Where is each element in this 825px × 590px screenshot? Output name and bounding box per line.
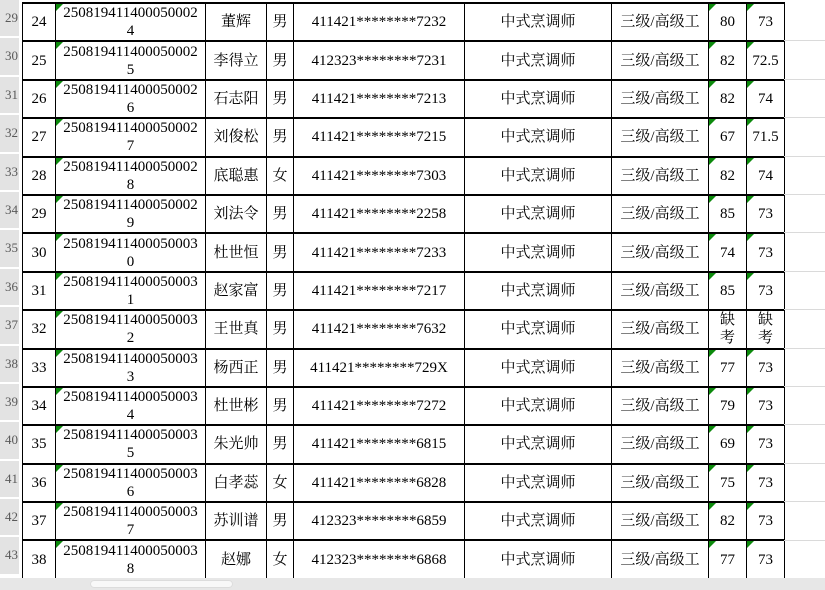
cell-id-card[interactable]: 411421********2258 — [294, 195, 465, 233]
empty-cell-gridline — [784, 271, 825, 272]
row-header-cell[interactable]: 31 — [0, 77, 19, 115]
cell-occupation[interactable]: 中式烹调师 — [465, 3, 612, 41]
cell-name[interactable]: 刘法令 — [206, 195, 267, 233]
cell-gender[interactable]: 男 — [267, 502, 294, 540]
cell-seq[interactable]: 37 — [23, 502, 56, 540]
table-row — [23, 540, 785, 578]
empty-cell-gridline — [784, 501, 825, 502]
cell-gender[interactable]: 男 — [267, 195, 294, 233]
empty-cell-gridline — [784, 156, 825, 157]
cell-name[interactable]: 杜世彬 — [206, 387, 267, 425]
cell-score1[interactable]: 85 — [709, 272, 747, 310]
cell-exam-id[interactable]: 2508194114000500029 — [56, 195, 206, 233]
cell-occupation[interactable]: 中式烹调师 — [465, 310, 612, 348]
row-header-cell[interactable]: 37 — [0, 307, 19, 345]
table-row — [23, 41, 785, 79]
cell-name[interactable]: 底聪惠 — [206, 157, 267, 195]
row-header-cell[interactable]: 40 — [0, 422, 19, 460]
cell-score1[interactable]: 69 — [709, 425, 747, 463]
row-header-cell[interactable]: 35 — [0, 230, 19, 268]
cell-level[interactable]: 三级/高级工 — [612, 80, 709, 118]
cell-exam-id[interactable]: 2508194114000500037 — [56, 502, 206, 540]
cell-occupation[interactable]: 中式烹调师 — [465, 349, 612, 387]
cell-occupation[interactable]: 中式烹调师 — [465, 41, 612, 79]
cell-gender[interactable]: 男 — [267, 272, 294, 310]
cell-seq[interactable]: 25 — [23, 41, 56, 79]
cell-score1[interactable]: 82 — [709, 157, 747, 195]
cell-score1[interactable]: 缺考 — [709, 310, 747, 348]
cell-score2[interactable]: 73 — [747, 272, 785, 310]
cell-seq[interactable]: 34 — [23, 387, 56, 425]
cell-occupation[interactable]: 中式烹调师 — [465, 80, 612, 118]
cell-seq[interactable]: 35 — [23, 425, 56, 463]
cell-exam-id[interactable]: 2508194114000500025 — [56, 41, 206, 79]
cell-name[interactable]: 杜世恒 — [206, 233, 267, 271]
cell-occupation[interactable]: 中式烹调师 — [465, 502, 612, 540]
cell-score1[interactable]: 82 — [709, 80, 747, 118]
cell-occupation[interactable]: 中式烹调师 — [465, 425, 612, 463]
cell-level[interactable]: 三级/高级工 — [612, 540, 709, 578]
cell-level[interactable]: 三级/高级工 — [612, 233, 709, 271]
cell-exam-id[interactable]: 2508194114000500028 — [56, 157, 206, 195]
cell-exam-id[interactable]: 2508194114000500036 — [56, 464, 206, 502]
cell-gender[interactable]: 女 — [267, 157, 294, 195]
row-header-cell[interactable]: 30 — [0, 38, 19, 76]
cell-occupation[interactable]: 中式烹调师 — [465, 233, 612, 271]
cell-gender[interactable]: 男 — [267, 233, 294, 271]
cell-score1[interactable]: 82 — [709, 41, 747, 79]
table-row — [23, 118, 785, 156]
cell-id-card[interactable]: 411421********7233 — [294, 233, 465, 271]
cell-exam-id[interactable]: 2508194114000500024 — [56, 3, 206, 41]
cell-gender[interactable]: 男 — [267, 387, 294, 425]
cell-gender[interactable]: 男 — [267, 310, 294, 348]
cell-score1[interactable]: 77 — [709, 349, 747, 387]
cell-id-card[interactable]: 411421********7232 — [294, 3, 465, 41]
cell-level[interactable]: 三级/高级工 — [612, 41, 709, 79]
cell-name[interactable]: 赵家富 — [206, 272, 267, 310]
cell-gender[interactable]: 男 — [267, 3, 294, 41]
cell-score1[interactable]: 80 — [709, 3, 747, 41]
cell-seq[interactable]: 36 — [23, 464, 56, 502]
table-row — [23, 464, 785, 502]
table-row — [23, 349, 785, 387]
row-header-cell[interactable]: 39 — [0, 384, 19, 422]
cell-occupation[interactable]: 中式烹调师 — [465, 157, 612, 195]
cell-seq[interactable]: 32 — [23, 310, 56, 348]
cell-name[interactable]: 杨西正 — [206, 349, 267, 387]
cell-gender[interactable]: 女 — [267, 464, 294, 502]
table-row — [23, 272, 785, 310]
cell-name[interactable]: 刘俊松 — [206, 118, 267, 156]
cell-level[interactable]: 三级/高级工 — [612, 387, 709, 425]
cell-score2[interactable]: 73 — [747, 349, 785, 387]
cell-occupation[interactable]: 中式烹调师 — [465, 118, 612, 156]
cell-id-card[interactable]: 411421********7632 — [294, 310, 465, 348]
cell-exam-id[interactable]: 2508194114000500031 — [56, 272, 206, 310]
cell-exam-id[interactable]: 2508194114000500032 — [56, 310, 206, 348]
cell-score2[interactable]: 72.5 — [747, 41, 785, 79]
cell-level[interactable]: 三级/高级工 — [612, 118, 709, 156]
table-row — [23, 195, 785, 233]
empty-cell-gridline — [784, 40, 825, 41]
row-header-cell[interactable]: 42 — [0, 499, 19, 537]
cell-score1[interactable]: 82 — [709, 502, 747, 540]
cell-score2[interactable]: 73 — [747, 502, 785, 540]
cell-id-card[interactable]: 411421********729X — [294, 349, 465, 387]
cell-level[interactable]: 三级/高级工 — [612, 272, 709, 310]
cell-level[interactable]: 三级/高级工 — [612, 464, 709, 502]
empty-cell-gridline — [784, 463, 825, 464]
empty-cell-gridline — [784, 232, 825, 233]
row-header-column — [0, 0, 19, 576]
cell-id-card[interactable]: 412323********7231 — [294, 41, 465, 79]
table-row — [23, 157, 785, 195]
cell-score2[interactable]: 73 — [747, 195, 785, 233]
row-header-cell[interactable]: 36 — [0, 269, 19, 307]
cell-score2[interactable]: 73 — [747, 464, 785, 502]
cell-occupation[interactable]: 中式烹调师 — [465, 464, 612, 502]
cell-seq[interactable]: 29 — [23, 195, 56, 233]
cell-id-card[interactable]: 411421********7272 — [294, 387, 465, 425]
cell-score2[interactable]: 74 — [747, 80, 785, 118]
cell-seq[interactable]: 38 — [23, 540, 56, 578]
cell-occupation[interactable]: 中式烹调师 — [465, 195, 612, 233]
cell-score2[interactable]: 缺考 — [747, 310, 785, 348]
cell-name[interactable]: 朱光帅 — [206, 425, 267, 463]
cell-id-card[interactable]: 411421********7213 — [294, 80, 465, 118]
empty-cell-gridline — [784, 309, 825, 310]
cell-level[interactable]: 三级/高级工 — [612, 425, 709, 463]
empty-cell-gridline — [784, 348, 825, 349]
cell-score1[interactable]: 79 — [709, 387, 747, 425]
row-header-cell[interactable]: 38 — [0, 346, 19, 384]
cell-gender[interactable]: 女 — [267, 540, 294, 578]
cell-occupation[interactable]: 中式烹调师 — [465, 540, 612, 578]
empty-cell-gridline — [784, 194, 825, 195]
cell-score1[interactable]: 77 — [709, 540, 747, 578]
cell-exam-id[interactable]: 2508194114000500026 — [56, 80, 206, 118]
cell-gender[interactable]: 男 — [267, 349, 294, 387]
row-header-cell[interactable]: 29 — [0, 0, 19, 38]
empty-cell-gridline — [784, 424, 825, 425]
table-row — [23, 233, 785, 271]
empty-cell-gridline — [784, 117, 825, 118]
cell-exam-id[interactable]: 2508194114000500030 — [56, 233, 206, 271]
cell-name[interactable]: 苏训谱 — [206, 502, 267, 540]
table-row — [23, 502, 785, 540]
cell-occupation[interactable]: 中式烹调师 — [465, 272, 612, 310]
cell-seq[interactable]: 27 — [23, 118, 56, 156]
cell-level[interactable]: 三级/高级工 — [612, 310, 709, 348]
cell-id-card[interactable]: 411421********7303 — [294, 157, 465, 195]
cell-id-card[interactable]: 411421********6828 — [294, 464, 465, 502]
row-header-cell[interactable]: 32 — [0, 115, 19, 153]
cell-level[interactable]: 三级/高级工 — [612, 349, 709, 387]
cell-score1[interactable]: 67 — [709, 118, 747, 156]
cell-name[interactable]: 石志阳 — [206, 80, 267, 118]
cell-seq[interactable]: 31 — [23, 272, 56, 310]
cell-seq[interactable]: 33 — [23, 349, 56, 387]
cell-seq[interactable]: 28 — [23, 157, 56, 195]
cell-seq[interactable]: 24 — [23, 3, 56, 41]
horizontal-scrollbar-thumb[interactable] — [90, 580, 233, 588]
cell-name[interactable]: 董辉 — [206, 3, 267, 41]
table-row — [23, 80, 785, 118]
cell-id-card[interactable]: 412323********6868 — [294, 540, 465, 578]
cell-name[interactable]: 赵娜 — [206, 540, 267, 578]
cell-gender[interactable]: 男 — [267, 425, 294, 463]
cell-seq[interactable]: 30 — [23, 233, 56, 271]
cell-level[interactable]: 三级/高级工 — [612, 157, 709, 195]
cell-score2[interactable]: 73 — [747, 233, 785, 271]
cell-score2[interactable]: 73 — [747, 387, 785, 425]
cell-score2[interactable]: 73 — [747, 425, 785, 463]
table-row — [23, 425, 785, 463]
horizontal-scrollbar-track[interactable] — [0, 578, 825, 590]
cell-score2[interactable]: 71.5 — [747, 118, 785, 156]
table-row — [23, 387, 785, 425]
row-header-cell[interactable]: 34 — [0, 192, 19, 230]
cell-id-card[interactable]: 411421********7215 — [294, 118, 465, 156]
cell-name[interactable]: 白孝蕊 — [206, 464, 267, 502]
cell-id-card[interactable]: 411421********6815 — [294, 425, 465, 463]
cell-exam-id[interactable]: 2508194114000500035 — [56, 425, 206, 463]
cell-gender[interactable]: 男 — [267, 41, 294, 79]
cell-name[interactable]: 李得立 — [206, 41, 267, 79]
cell-exam-id[interactable]: 2508194114000500033 — [56, 349, 206, 387]
cell-id-card[interactable]: 412323********6859 — [294, 502, 465, 540]
empty-cell-gridline — [784, 386, 825, 387]
cell-level[interactable]: 三级/高级工 — [612, 502, 709, 540]
cell-level[interactable]: 三级/高级工 — [612, 195, 709, 233]
cell-level[interactable]: 三级/高级工 — [612, 3, 709, 41]
cell-score2[interactable]: 73 — [747, 540, 785, 578]
cell-score1[interactable]: 74 — [709, 233, 747, 271]
cell-score1[interactable]: 85 — [709, 195, 747, 233]
results-table — [22, 2, 785, 580]
table-row — [23, 310, 785, 348]
cell-score2[interactable]: 73 — [747, 3, 785, 41]
cell-seq[interactable]: 26 — [23, 80, 56, 118]
empty-cell-gridline — [784, 79, 825, 80]
cell-occupation[interactable]: 中式烹调师 — [465, 387, 612, 425]
cell-exam-id[interactable]: 2508194114000500034 — [56, 387, 206, 425]
cell-gender[interactable]: 男 — [267, 118, 294, 156]
cell-score2[interactable]: 74 — [747, 157, 785, 195]
cell-gender[interactable]: 男 — [267, 80, 294, 118]
cell-id-card[interactable]: 411421********7217 — [294, 272, 465, 310]
row-header-cell[interactable]: 41 — [0, 461, 19, 499]
row-header-cell[interactable]: 43 — [0, 537, 19, 575]
cell-score1[interactable]: 75 — [709, 464, 747, 502]
cell-name[interactable]: 王世真 — [206, 310, 267, 348]
cell-exam-id[interactable]: 2508194114000500038 — [56, 540, 206, 578]
row-header-cell[interactable]: 33 — [0, 154, 19, 192]
empty-cell-gridline — [784, 540, 825, 541]
cell-exam-id[interactable]: 2508194114000500027 — [56, 118, 206, 156]
table-row — [23, 3, 785, 41]
